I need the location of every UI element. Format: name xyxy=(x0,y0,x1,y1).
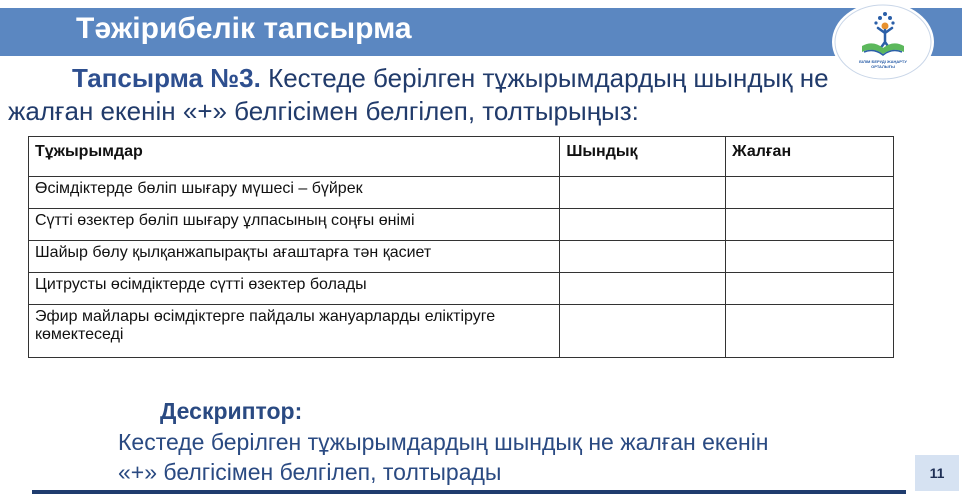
page-title: Тәжірибелік тапсырма xyxy=(76,12,412,45)
statements-table xyxy=(28,136,894,358)
bottom-divider xyxy=(32,490,906,494)
svg-text:БІЛІМ БЕРУДІ ЖАҢАРТУ: БІЛІМ БЕРУДІ ЖАҢАРТУ xyxy=(859,59,907,64)
false-cell[interactable] xyxy=(726,177,894,209)
true-cell[interactable] xyxy=(560,305,726,358)
task-text-line1: Кестеде берілген тұжырымдардың шындық не xyxy=(268,63,829,93)
true-cell[interactable] xyxy=(560,273,726,305)
table-row xyxy=(29,241,894,273)
page-number: 11 xyxy=(915,455,959,491)
table-row xyxy=(29,177,894,209)
statement-cell: Цитрусты өсімдіктерде сүтті өзектер болады xyxy=(29,273,560,305)
table-header-row xyxy=(29,137,894,177)
task-instruction xyxy=(8,62,888,128)
descriptor-title: Дескриптор: xyxy=(160,398,303,424)
task-number: Тапсырма №3. xyxy=(72,63,261,93)
descriptor-text xyxy=(118,427,878,487)
svg-text:ОРТАЛЫҒЫ: ОРТАЛЫҒЫ xyxy=(871,64,895,69)
table-row xyxy=(29,305,894,358)
task-text-line2: жалған екенін «+» белгісімен белгілеп, толтырыңыз: xyxy=(8,96,639,126)
statement-cell: Эфир майлары өсімдіктерге пайдалы жануарларды еліктіруге көмектеседі xyxy=(29,305,560,358)
statement-cell: Шайыр бөлу қылқанжапырақты ағаштарға тән қасиет xyxy=(29,241,560,273)
header-true: Шындық xyxy=(560,137,726,177)
false-cell[interactable] xyxy=(726,241,894,273)
true-cell[interactable] xyxy=(560,177,726,209)
statement-cell: Сүтті өзектер бөліп шығару ұлпасының соңғы өнімі xyxy=(29,209,560,241)
descriptor-line1: Кестеде берілген тұжырымдардың шындық не жалған екенін xyxy=(118,429,769,455)
table-row xyxy=(29,209,894,241)
header-statements: Тұжырымдар xyxy=(29,137,560,177)
descriptor-line2: «+» белгісімен белгілеп, толтырады xyxy=(118,459,502,485)
true-cell[interactable] xyxy=(560,209,726,241)
true-cell[interactable] xyxy=(560,241,726,273)
header-false: Жалған xyxy=(726,137,894,177)
false-cell[interactable] xyxy=(726,305,894,358)
false-cell[interactable] xyxy=(726,273,894,305)
statement-cell: Өсімдіктерде бөліп шығару мүшесі – бүйрек xyxy=(29,177,560,209)
table-row xyxy=(29,273,894,305)
false-cell[interactable] xyxy=(726,209,894,241)
